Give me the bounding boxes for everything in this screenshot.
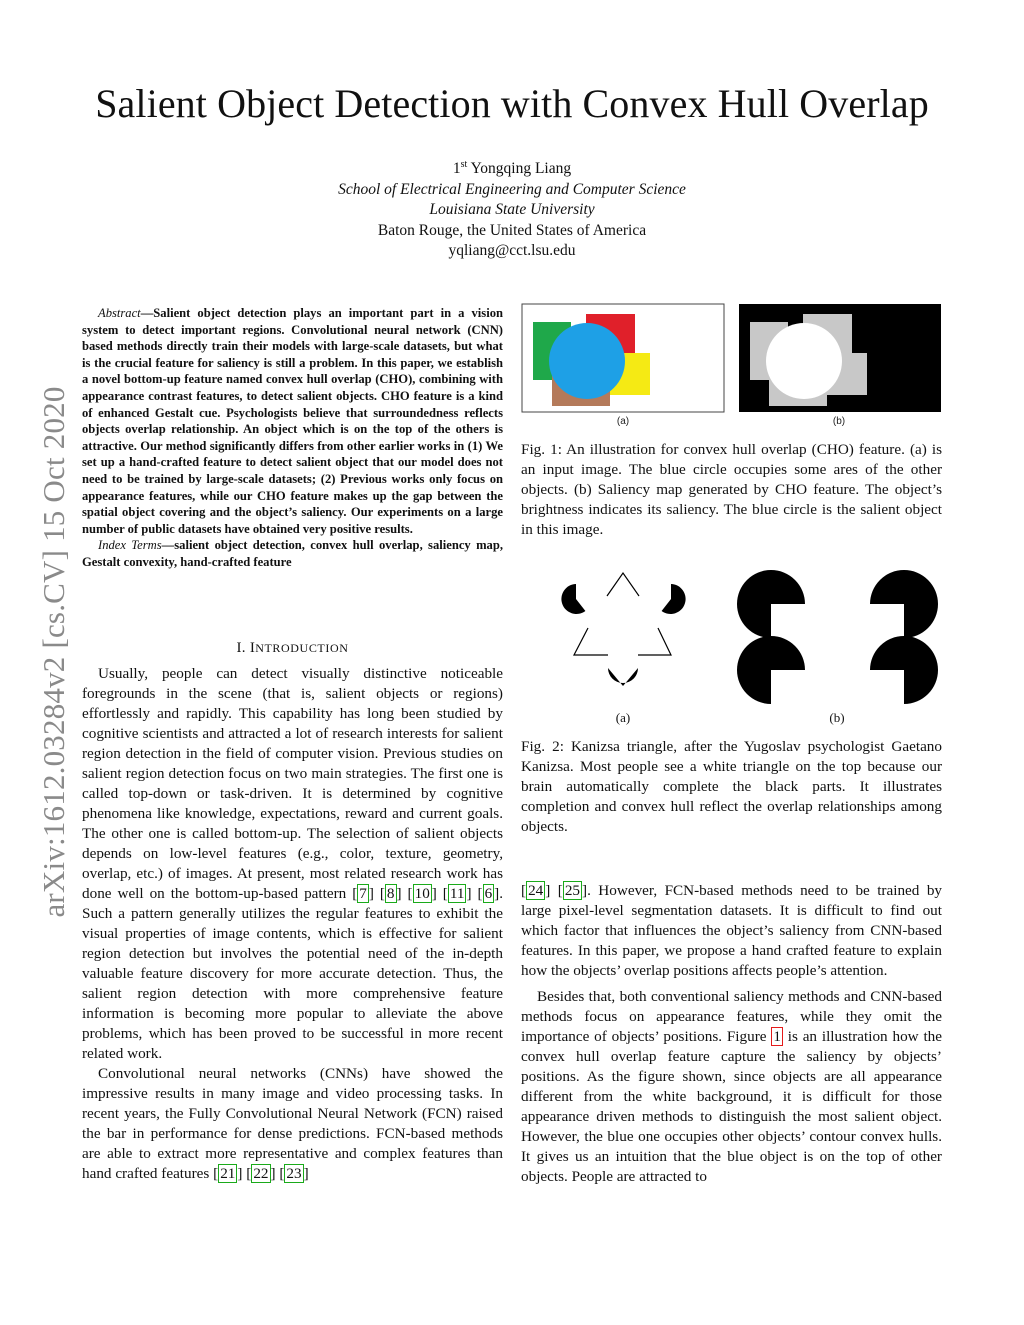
intro-p1-part-a: Usually, people can detect visually distinctive noticeable foregrounds in the scene (that is, salient objects or regions) effortlessly and rapidly. This capability has long been studied by cognitive scientists and attracted a lot of research interests for salient region detection in the field of computer vision. Previous studies on salient region detection focus on two main strategies. The first one is called top-down or task-driven. It is determined by cognitive phenomena like knowledge, expectations, reward and current goals. The other one is called bottom-up. The selection of salient objects depends on low-level features (e.g., color, texture, geometry, overlap, etc.) of images. At present, most related research work has done well on the bottom-up-based pattern [82,665,503,902]
citation-link[interactable]: 24 [528,882,544,899]
figure-2 [521,566,942,731]
section-heading-introduction [82,640,503,657]
citation-link[interactable]: 7 [359,885,367,902]
abstract-paragraph [82,305,503,537]
author-university: Louisiana State University [429,201,595,219]
blue-circle [549,323,625,399]
right-paragraph-1: [ 24 ] [ 25 ]. However, FCN-based methods need to be trained by large pixel-level segmentation datasets. It is difficult to find out which factor that influences the object’s saliency from CNN-based features. In this paper, we propose a hand crafted feature to explain how the objects’ overlap positions affects people’s attention. [521,882,943,979]
index-terms-text: —salient object detection, convex hull overlap, saliency map, Gestalt convexity, hand-crafted feature [82,538,504,569]
kanizsa-top-left [737,570,805,638]
fig1-label-b: (b) [832,416,846,427]
paper-title: Salient Object Detection with Convex Hull Overlap [95,81,929,126]
right-p1-text: . However, FCN-based methods need to be trained by large pixel-level segmentation datasets. It is difficult to find out which factor that influences the object’s saliency from CNN-based features. In this paper, we propose a hand crafted feature to explain how the objects’ overlap positions affects people’s attention. [521,882,943,979]
author-location: Baton Rouge, the United States of America [377,221,647,239]
pacman-top-right [662,584,686,614]
citation-link[interactable]: 25 [564,882,580,899]
section-first-letter: I [249,640,256,656]
pacman-bottom [608,668,638,686]
author-ordinal-sup: st [460,159,468,170]
section-title-rest: NTRODUCTION [255,641,349,655]
intro-p1-part-b: . Such a pattern generally utilizes the regular features to exhibit the visual properties of image contents, which is effective for salient region detection but involves the potential need of the in-depth valuable feature discovery for more accurate detection. Thus, the salient region detection with more comprehensive feature information is becoming more popular to alleviate the above problems, which has been proved to be successful in more recent related work. [82,885,504,1062]
right-p2-part-b: is an illustration how the convex hull overlap feature capture the saliency by objects’ positions. As the figure shown, since objects are all appearance different from the white background, it is difficult for those appearance driven methods to distinguish the most salient object. However, the blue one occupies other objects’ contour convex hulls. It gives us an intuition that the blue object is on the top of other objects. People are attracted to [521,1028,943,1185]
index-terms-label: Index Terms [98,538,162,553]
intro-paragraph-1: Usually, people can detect visually distinctive noticeable foregrounds in the scene (that is, salient objects or regions) effortlessly and rapidly. This capability has long been studied by cognitive scientists and attracted a lot of research interests for salient region detection in the field of computer vision. Previous studies on salient region detection focus on two main strategies. The first one is called top-down or task-driven. It is determined by cognitive phenomena like knowledge, expectations, reward and current goals. The other one is called bottom-up. The selection of salient objects depends on low-level features (e.g., color, texture, geometry, overlap, etc.) of images. At present, most related research work has done well on the bottom-up-based pattern [ 7 ] [ 8 ] [ 10 ] [ 11 ] [ 6 ]. Such a pattern generally utilizes the regular features to exhibit the visual properties of image contents, which is effective for salient region detection but involves the potential need of the in-depth valuable feature discovery for more accurate detection. Thus, the salient region detection with more comprehensive feature information is becoming more popular to alleviate the above problems, which has been proved to be successful in more recent related work. [82,665,504,1062]
author-block [0,155,1024,262]
citation-link[interactable]: 23 [286,1165,302,1182]
author-name-line [0,155,1024,180]
citation-link[interactable]: 10 [414,885,430,902]
section-number: I. [236,640,246,656]
fig2-label-b: (b) [829,710,845,725]
kanizsa-bottom-left [737,636,805,704]
citation-link[interactable]: 11 [449,885,465,902]
figure-ref-link[interactable]: 1 [773,1028,781,1045]
abstract [82,305,503,571]
kanizsa-bottom-right [870,636,938,704]
author-name: Yongqing Liang [470,160,572,178]
triangle-edge-left [574,628,608,655]
abstract-text: —Salient object detection plays an important part in a vision system to detect important regions. Convolutional neural network (CNN) based methods directly train their models with large-scale datasets, but what is the crucial feature for saliency is still a problem. In this paper, we establish a novel bottom-up feature named convex hull overlap (CHO), combining with appearance contrast features, to detect salient objects. CHO feature is a kind of enhanced Gestalt cue. Psychologists believe that surroundedness reflects objects overlap relationship. An object which is on the top of the others is attractive. Our method significantly differs from other earlier works in (1) We set up a hand-crafted feature to detect salient object that our model does not need to be trained by large-scale datasets; (2) Previous works only focus on appearance features, while our CHO feature makes up the gap between the spatial object covering and the object’s saliency. Our experiments on a large number of public datasets have obtained very positive results. [82,306,503,536]
citation-link[interactable]: 22 [253,1165,269,1182]
figure-2-caption: Fig. 2: Kanizsa triangle, after the Yugoslav psychologist Gaetano Kanizsa. Most people see a white triangle on the top because our brain automatically complete the black parts. It illustrates completion and convex hull reflect the overlap relationships among objects. [521,738,942,835]
index-terms-paragraph [82,537,503,570]
introduction-text [82,664,503,1184]
triangle-edge-right [638,628,671,655]
right-p2-part-a: Besides that, both conventional saliency methods and CNN-based methods focus on appearance features, while they omit the importance of objects’ positions. Figure [521,988,942,1045]
intro-paragraph-2: Convolutional neural networks (CNNs) have showed the impressive results in many image and video processing tasks. In recent years, the Fully Convolutional Neural Network (FCN) raised the bar in performance for dense predictions. FCN-based methods are able to extract more representative and complex features than hand crafted features [ 21 ] [ 22 ] [ 23 ] [82,1065,503,1182]
arxiv-identifier: arXiv:1612.03284v2 [cs.CV] 15 Oct 2020 [36,386,71,918]
right-paragraph-2 [521,987,942,1187]
citation-link[interactable]: 6 [484,885,493,902]
pacman-top-left [561,584,585,614]
intro-p2-text: Convolutional neural networks (CNNs) have showed the impressive results in many image and video processing tasks. In recent years, the Fully Convolutional Neural Network (FCN) raised the bar in performance for dense predictions. FCN-based methods are able to extract more representative and complex features than hand crafted features [82,1065,503,1182]
fig2-label-a: (a) [615,710,631,725]
citation-link[interactable]: 8 [386,885,395,902]
figure-1 [521,303,942,428]
saliency-circle [766,323,842,399]
kanizsa-top-right [870,570,938,638]
author-ordinal: 1 [452,160,461,178]
author-department: School of Electrical Engineering and Computer Science [338,180,686,198]
abstract-label: Abstract [98,306,141,320]
figure-1-caption: Fig. 1: An illustration for convex hull overlap (CHO) feature. (a) is an input image. The blue circle occupies some ares of the other objects. (b) Saliency map generated by CHO feature. The object’s brightness indicates its saliency. The blue circle is the salient object in this image. [521,441,942,538]
citation-link[interactable]: 21 [220,1165,236,1182]
author-email: yqliang@cct.lsu.edu [448,242,576,260]
right-column-text [521,881,942,1187]
fig1-label-a: (a) [616,416,630,427]
triangle-edge-top [607,573,639,596]
